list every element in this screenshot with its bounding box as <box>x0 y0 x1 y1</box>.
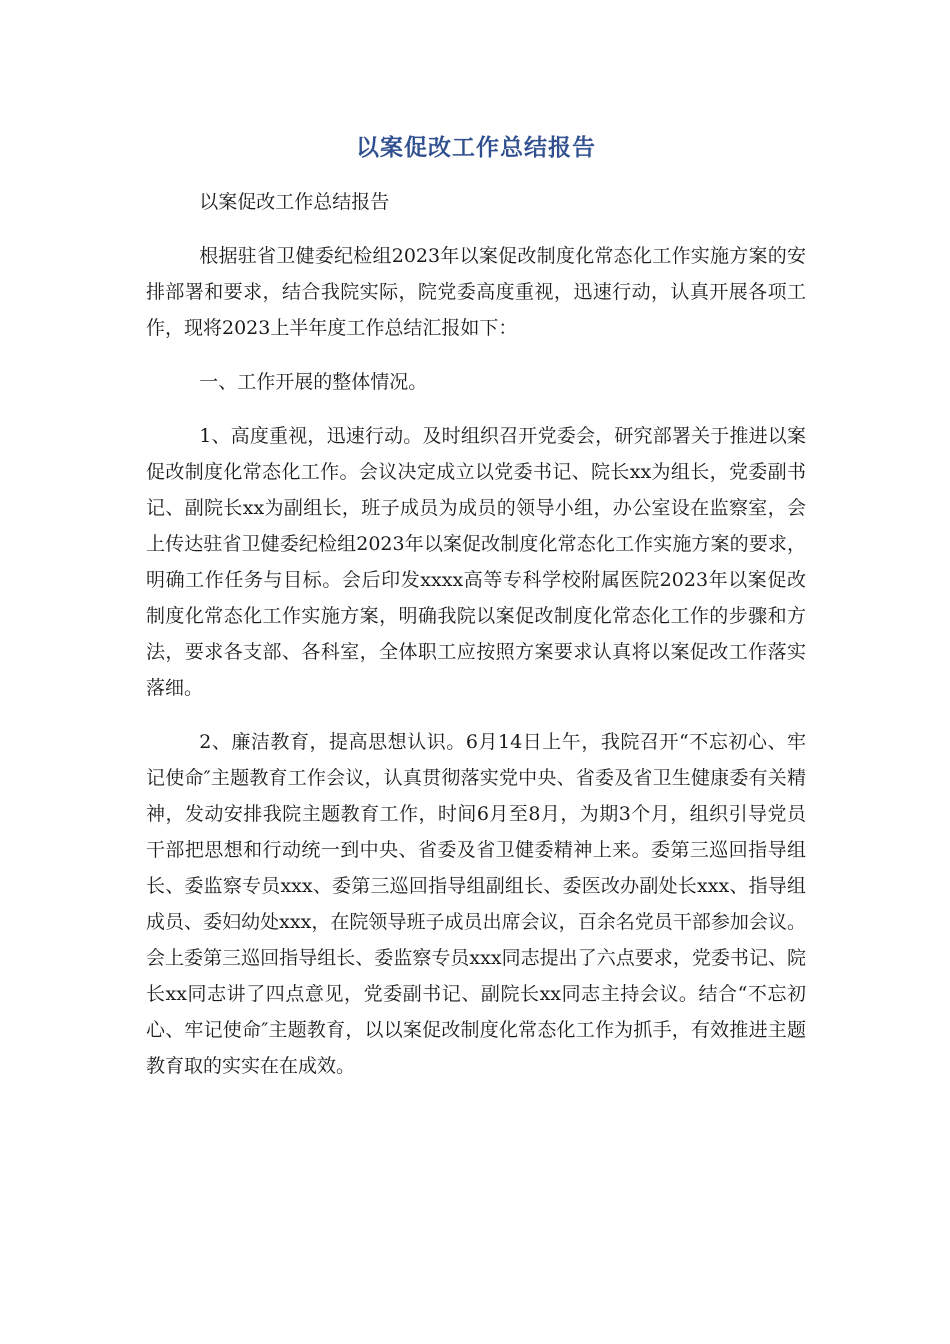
paragraph-intro: 根据驻省卫健委纪检组2023年以案促改制度化常态化工作实施方案的安排部署和要求，结合我院实际，院党委高度重视，迅速行动，认真开展各项工作，现将2023上半年度工作总结汇报如下： <box>146 245 806 339</box>
paragraph-item-2: 2、廉洁教育，提高思想认识。6月14日上午，我院召开“不忘初心、牢记使命″主题教育工作会议，认真贯彻落实党中央、省委及省卫生健康委有关精神，发动安排我院主题教育工作，时间6月至8月，为期3个月，组织引导党员干部把思想和行动统一到中央、省委及省卫健委精神上来。委第三巡回指导组长、委监察专员xxx、委第三巡回指导组副组长、委医改办副处长xxx、指导组成员、委妇幼处xxx，在院领导班子成员出席会议，百余名党员干部参加会议。会上委第三巡回指导组长、委监察专员xxx同志提出了六点要求，党委书记、院长xx同志讲了四点意见，党委副书记、副院长xx同志主持会议。结合“不忘初心、牢记使命″主题教育，以以案促改制度化常态化工作为抓手，有效推进主题教育取的实实在在成效。 <box>146 731 806 1077</box>
document-title: 以案促改工作总结报告 <box>356 134 596 161</box>
section-heading-overview: 一、工作开展的整体情况。 <box>199 371 428 393</box>
document-page <box>146 128 806 1102</box>
paragraph-item-1: 1、高度重视，迅速行动。及时组织召开党委会，研究部署关于推进以案促改制度化常态化工作。会议决定成立以党委书记、院长xx为组长，党委副书记、副院长xx为副组长，班子成员为成员的领导小组，办公室设在监察室，会上传达驻省卫健委纪检组2023年以案促改制度化常态化工作实施方案的要求，明确工作任务与目标。会后印发xxxx高等专科学校附属医院2023年以案促改制度化常态化工作实施方案，明确我院以案促改制度化常态化工作的步骤和方法，要求各支部、各科室，全体职工应按照方案要求认真将以案促改工作落实落细。 <box>146 425 806 699</box>
document-subtitle: 以案促改工作总结报告 <box>199 191 390 213</box>
